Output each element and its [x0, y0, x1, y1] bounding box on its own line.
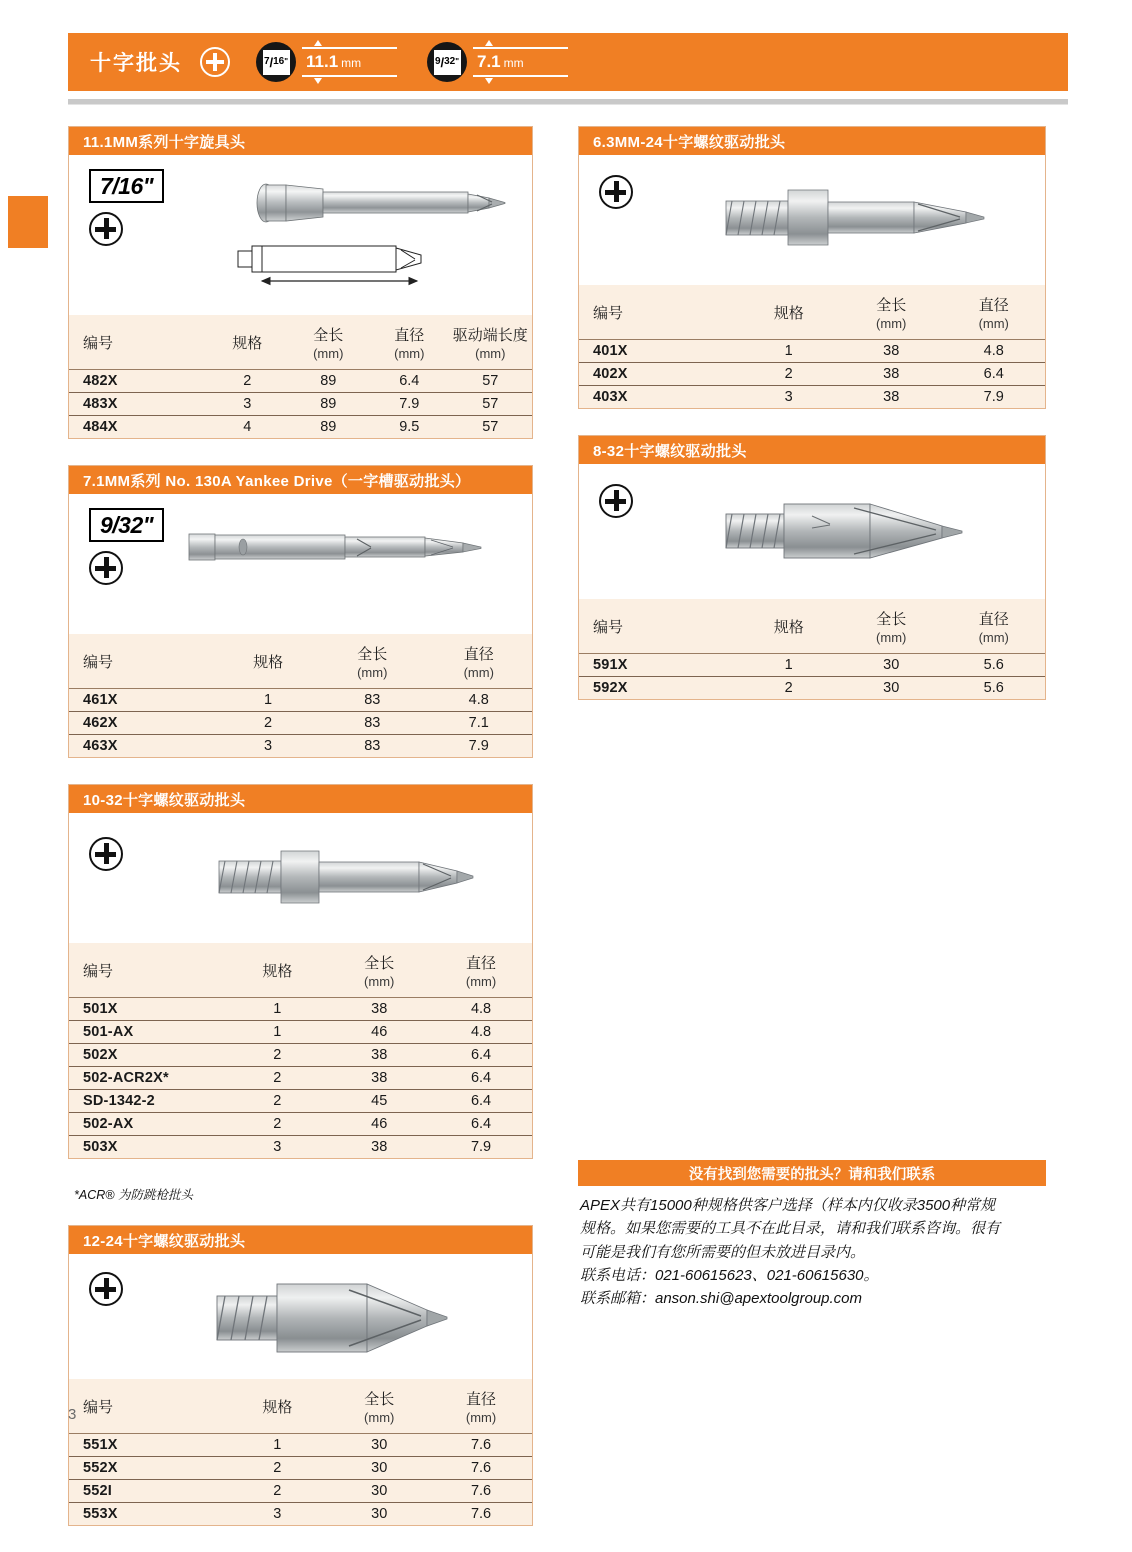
cell-length: 38	[840, 340, 943, 363]
panel-header: 11.1MM系列十字旋具头	[69, 127, 532, 155]
table-row	[69, 1021, 532, 1044]
table-row	[69, 1136, 532, 1159]
cell-diameter: 7.9	[942, 386, 1045, 409]
dimension-value: 11.1	[306, 52, 339, 71]
cell-length: 46	[328, 1113, 430, 1136]
spec-table-6-3mm-24	[579, 285, 1045, 408]
panel-illustration-area	[579, 155, 1045, 285]
product-panel-10-32	[68, 784, 533, 1159]
cell-diameter: 7.6	[430, 1434, 532, 1457]
column-header: 直径 (mm)	[942, 285, 1045, 340]
cell-part-number: 461X	[69, 689, 217, 712]
cell-diameter: 7.9	[430, 1136, 532, 1159]
bit-illustration	[181, 512, 521, 642]
table-row	[69, 1044, 532, 1067]
cell-drive-length: 57	[449, 370, 532, 393]
table-row	[579, 386, 1045, 409]
contact-body	[578, 1186, 1046, 1310]
cell-diameter: 5.6	[942, 677, 1045, 700]
cell-size: 2	[226, 1113, 328, 1136]
badge-column	[89, 508, 181, 585]
cell-size: 3	[226, 1503, 328, 1526]
cell-size: 1	[226, 1434, 328, 1457]
panel-header: 7.1MM系列 No. 130A Yankee Drive（一字槽驱动批头）	[69, 466, 532, 494]
bit-illustration	[189, 829, 509, 949]
cell-size: 1	[226, 1021, 328, 1044]
cell-diameter: 7.1	[426, 712, 533, 735]
cell-size: 1	[737, 654, 840, 677]
cell-part-number: SD-1342-2	[69, 1090, 226, 1113]
contact-line-2: 规格。如果您需要的工具不在此目录，请和我们联系咨询。很有	[580, 1220, 1001, 1238]
right-column	[578, 126, 1046, 726]
cell-part-number: 401X	[579, 340, 737, 363]
cell-part-number: 591X	[579, 654, 737, 677]
cell-part-number: 501-AX	[69, 1021, 226, 1044]
cell-size: 2	[226, 1457, 328, 1480]
cell-length: 89	[287, 370, 370, 393]
panel-header: 12-24十字螺纹驱动批头	[69, 1226, 532, 1254]
spec-table-11-1mm	[69, 315, 532, 438]
table-row	[69, 1503, 532, 1526]
badge-column	[89, 1272, 181, 1306]
acr-footnote: *ACR® 为防跳枪批头	[74, 1188, 193, 1202]
phillips-cross-icon	[599, 484, 633, 518]
cell-length: 83	[319, 689, 425, 712]
cell-length: 83	[319, 712, 425, 735]
panel-header: 10-32十字螺纹驱动批头	[69, 785, 532, 813]
panel-illustration-area	[69, 1254, 532, 1379]
phillips-cross-icon	[599, 175, 633, 209]
column-header: 直径 (mm)	[430, 1379, 532, 1434]
cell-length: 38	[328, 1136, 430, 1159]
column-header: 全长 (mm)	[287, 315, 370, 370]
column-header: 直径 (mm)	[426, 634, 533, 689]
bit-illustration	[199, 1264, 499, 1379]
cell-part-number: 484X	[69, 416, 208, 439]
column-header: 规格	[737, 599, 840, 654]
table-row	[69, 712, 532, 735]
cell-diameter: 6.4	[430, 1113, 532, 1136]
cell-diameter: 9.5	[370, 416, 449, 439]
page-header-banner	[68, 33, 1068, 91]
table-header-row	[69, 1379, 532, 1434]
phillips-cross-icon	[89, 551, 123, 585]
dimension-callout-11-1	[302, 45, 397, 79]
table-row	[69, 998, 532, 1021]
cell-size: 2	[737, 363, 840, 386]
cell-size: 4	[208, 416, 287, 439]
contact-email[interactable]: 联系邮箱：anson.shi@apextoolgroup.com	[580, 1290, 863, 1307]
table-row	[579, 340, 1045, 363]
column-header: 全长 (mm)	[319, 634, 425, 689]
inch-size-badge: 7/16"	[89, 169, 164, 203]
fraction-badge-7-16: 7 / 16 "	[256, 42, 296, 82]
cell-part-number: 482X	[69, 370, 208, 393]
cell-drive-length: 57	[449, 416, 532, 439]
cell-length: 38	[328, 1044, 430, 1067]
cell-diameter: 4.8	[430, 998, 532, 1021]
column-header: 规格	[208, 315, 287, 370]
cell-size: 2	[226, 1067, 328, 1090]
cell-diameter: 7.6	[430, 1503, 532, 1526]
cell-size: 2	[226, 1044, 328, 1067]
spec-group-9-32	[427, 42, 568, 82]
dimension-value: 7.1	[477, 52, 501, 71]
cell-length: 30	[840, 654, 943, 677]
bit-illustration	[704, 478, 1034, 603]
cell-length: 46	[328, 1021, 430, 1044]
cell-length: 45	[328, 1090, 430, 1113]
cell-size: 3	[737, 386, 840, 409]
header-divider-rule	[68, 99, 1068, 104]
column-header: 全长 (mm)	[328, 943, 430, 998]
cell-length: 89	[287, 416, 370, 439]
table-row	[69, 1480, 532, 1503]
cell-part-number: 502-AX	[69, 1113, 226, 1136]
cell-length: 38	[328, 998, 430, 1021]
cell-diameter: 5.6	[942, 654, 1045, 677]
column-header: 全长 (mm)	[840, 599, 943, 654]
table-row	[69, 393, 532, 416]
cell-length: 89	[287, 393, 370, 416]
cell-size: 2	[217, 712, 319, 735]
panel-header: 6.3MM-24十字螺纹驱动批头	[579, 127, 1045, 155]
cell-size: 3	[208, 393, 287, 416]
table-header-row	[579, 599, 1045, 654]
column-header: 全长 (mm)	[328, 1379, 430, 1434]
table-row	[69, 1434, 532, 1457]
fraction-numerator: 7	[263, 56, 270, 67]
left-column	[68, 126, 533, 1552]
table-row	[69, 370, 532, 393]
column-header: 全长 (mm)	[840, 285, 943, 340]
badge-column	[599, 175, 691, 209]
cell-part-number: 552I	[69, 1480, 226, 1503]
table-header-row	[69, 943, 532, 998]
cell-diameter: 4.8	[942, 340, 1045, 363]
column-header: 规格	[737, 285, 840, 340]
product-panel-8-32	[578, 435, 1046, 700]
spec-table-12-24	[69, 1379, 532, 1525]
column-header: 编号	[69, 943, 226, 998]
cell-diameter: 4.8	[430, 1021, 532, 1044]
cell-part-number: 402X	[579, 363, 737, 386]
cell-length: 38	[328, 1067, 430, 1090]
cell-length: 83	[319, 735, 425, 758]
cell-size: 3	[226, 1136, 328, 1159]
column-header: 直径 (mm)	[370, 315, 449, 370]
phillips-cross-icon	[200, 47, 230, 77]
cell-diameter: 7.9	[370, 393, 449, 416]
dimension-unit: mm	[341, 56, 362, 70]
cell-size: 2	[226, 1090, 328, 1113]
table-row	[69, 1067, 532, 1090]
table-row	[579, 654, 1045, 677]
contact-box	[578, 1160, 1046, 1310]
cell-part-number: 503X	[69, 1136, 226, 1159]
table-header-row	[579, 285, 1045, 340]
inch-mark: "	[455, 57, 460, 66]
table-header-row	[69, 634, 532, 689]
table-header-row	[69, 315, 532, 370]
cell-part-number: 463X	[69, 735, 217, 758]
fraction-numerator: 9	[434, 56, 441, 67]
cell-length: 30	[328, 1457, 430, 1480]
cell-diameter: 6.4	[430, 1067, 532, 1090]
product-panel-11-1mm	[68, 126, 533, 439]
column-header: 编号	[69, 315, 208, 370]
cell-diameter: 7.6	[430, 1480, 532, 1503]
contact-line-1: APEX共有15000种规格供客户选择（样本内仅收录3500种常规	[580, 1197, 996, 1214]
spec-group-7-16	[256, 42, 397, 82]
cell-part-number: 462X	[69, 712, 217, 735]
cell-diameter: 6.4	[942, 363, 1045, 386]
cell-part-number: 483X	[69, 393, 208, 416]
cell-length: 38	[840, 363, 943, 386]
cell-diameter: 6.4	[370, 370, 449, 393]
panel-illustration-area	[579, 464, 1045, 599]
column-header: 直径 (mm)	[942, 599, 1045, 654]
phillips-cross-icon	[89, 212, 123, 246]
column-header: 编号	[579, 599, 737, 654]
cell-length: 30	[328, 1480, 430, 1503]
product-panel-6-3mm-24	[578, 126, 1046, 409]
cell-diameter: 7.6	[430, 1457, 532, 1480]
phillips-cross-icon	[89, 1272, 123, 1306]
table-row	[69, 416, 532, 439]
spec-table-10-32	[69, 943, 532, 1158]
cell-part-number: 551X	[69, 1434, 226, 1457]
cell-size: 1	[737, 340, 840, 363]
panel-illustration-area	[69, 494, 532, 634]
table-row	[69, 735, 532, 758]
contact-heading: 没有找到您需要的批头？请和我们联系	[578, 1160, 1046, 1186]
page-number: 3	[68, 1406, 77, 1423]
product-panel-7-1mm	[68, 465, 533, 758]
page-title: 十字批头	[90, 52, 182, 75]
panel-illustration-area	[69, 155, 532, 315]
cell-size: 3	[217, 735, 319, 758]
badge-column	[89, 837, 181, 871]
product-panel-12-24	[68, 1225, 533, 1526]
fraction-denominator: 16	[273, 56, 285, 67]
column-header: 规格	[226, 1379, 328, 1434]
table-row	[69, 689, 532, 712]
cell-part-number: 552X	[69, 1457, 226, 1480]
column-header: 规格	[226, 943, 328, 998]
cell-diameter: 6.4	[430, 1044, 532, 1067]
cell-part-number: 502X	[69, 1044, 226, 1067]
bit-illustration	[704, 169, 1034, 289]
table-row	[69, 1113, 532, 1136]
cell-part-number: 592X	[579, 677, 737, 700]
column-header: 编号	[69, 634, 217, 689]
table-row	[69, 1457, 532, 1480]
cell-size: 1	[217, 689, 319, 712]
cell-part-number: 502-ACR2X*	[69, 1067, 226, 1090]
cell-part-number: 553X	[69, 1503, 226, 1526]
cell-diameter: 7.9	[426, 735, 533, 758]
cell-part-number: 403X	[579, 386, 737, 409]
cell-diameter: 6.4	[430, 1090, 532, 1113]
fraction-badge-9-32: 9 / 32 "	[427, 42, 467, 82]
table-row	[579, 363, 1045, 386]
cell-size: 1	[226, 998, 328, 1021]
cell-length: 38	[840, 386, 943, 409]
bit-illustration	[189, 163, 519, 323]
cell-drive-length: 57	[449, 393, 532, 416]
cell-length: 30	[328, 1503, 430, 1526]
column-header: 编号	[69, 1379, 226, 1434]
spec-table-7-1mm	[69, 634, 532, 757]
table-row	[69, 1090, 532, 1113]
cell-size: 2	[208, 370, 287, 393]
section-index-tab	[8, 196, 48, 248]
cell-length: 30	[840, 677, 943, 700]
column-header: 直径 (mm)	[430, 943, 532, 998]
contact-phone: 联系电话：021-60615623、021-60615630。	[580, 1266, 879, 1284]
phillips-cross-icon	[89, 837, 123, 871]
cell-part-number: 501X	[69, 998, 226, 1021]
badge-column	[599, 484, 691, 518]
spec-table-8-32	[579, 599, 1045, 699]
column-header: 驱动端长度 (mm)	[449, 315, 532, 370]
cell-diameter: 4.8	[426, 689, 533, 712]
contact-line-3: 可能是我们有您所需要的但未放进目录内。	[580, 1243, 866, 1261]
table-row	[579, 677, 1045, 700]
dimension-unit: mm	[503, 56, 524, 70]
panel-header: 8-32十字螺纹驱动批头	[579, 436, 1045, 464]
fraction-denominator: 32	[444, 56, 456, 67]
inch-mark: "	[284, 57, 289, 66]
column-header: 规格	[217, 634, 319, 689]
cell-size: 2	[226, 1480, 328, 1503]
inch-size-badge: 9/32"	[89, 508, 164, 542]
dimension-callout-7-1	[473, 45, 568, 79]
column-header: 编号	[579, 285, 737, 340]
badge-column	[89, 169, 181, 246]
cell-length: 30	[328, 1434, 430, 1457]
panel-illustration-area	[69, 813, 532, 943]
cell-size: 2	[737, 677, 840, 700]
